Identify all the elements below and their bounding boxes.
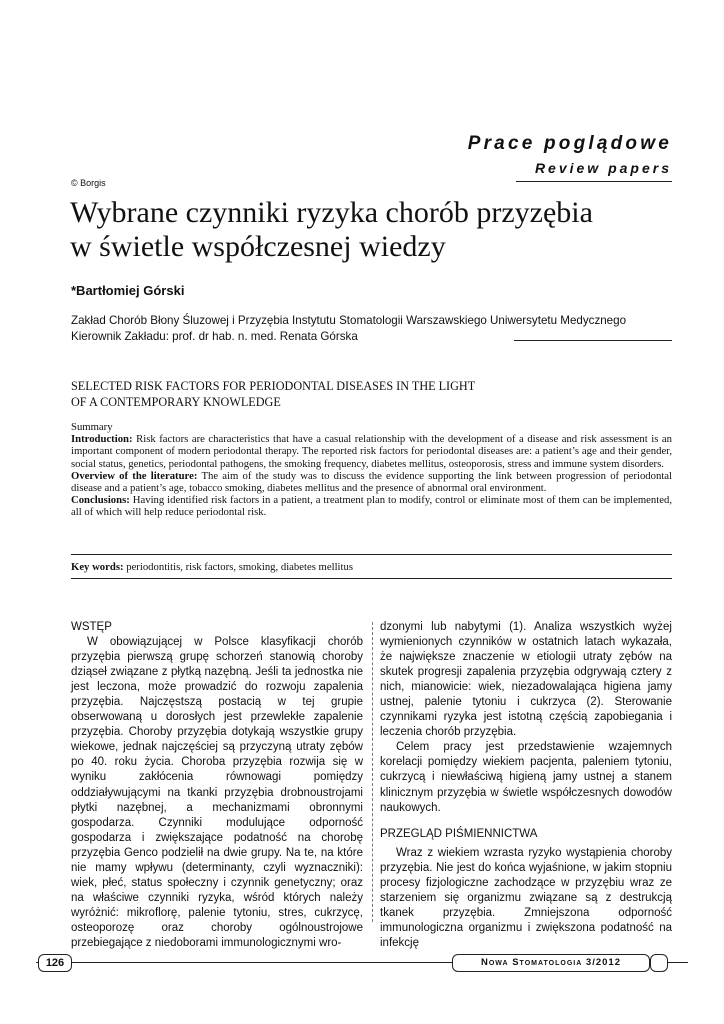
column-divider (372, 622, 373, 922)
introduction-label: Introduction: (71, 433, 133, 446)
summary-block (71, 421, 672, 519)
footer-end-box (650, 954, 668, 972)
english-title-line-1: SELECTED RISK FACTORS FOR PERIODONTAL DISEASES IN THE LIGHT (71, 379, 476, 393)
intro-paragraph-2: Celem pracy jest przedstawienie wzajemnych korelacji pomiędzy wiekiem pacjenta, paleniem tytoniu, cukrzycą i niewłaściwą higieną jamy ustnej a stanem klinicznym przyzębia w świetle współczesnych dowodów naukowych. (380, 741, 672, 814)
author-name: *Bartłomiej Górski (71, 283, 185, 298)
affiliation-line-2: Kierownik Zakładu: prof. dr hab. n. med. Renata Górska (71, 330, 358, 343)
keywords-text: periodontitis, risk factors, smoking, diabetes mellitus (126, 561, 353, 573)
intro-heading: WSTĘP (71, 621, 112, 633)
conclusions-text: Having identified risk factors in a patient, a treatment plan to modify, control or eliminate most of them can be implemented, all of which will help reduce periodontal risk. (71, 494, 673, 519)
review-paragraph-1: Wraz z wiekiem wzrasta ryzyko wystąpienia choroby przyzębia. Nie jest do końca wyjaśnione, w jakim stopniu procesy fizjologiczne zachodzące w przyzębiu wraz ze starzeniem się organizmu związane są z destrukcją tkanek przyzębia. Zmniejszona odporność immunologiczna organizmu i zwiększona podatność na infekcję (380, 846, 672, 949)
english-title (71, 378, 671, 410)
affiliation-line-1: Zakład Chorób Błony Śluzowej i Przyzębia Instytutu Stomatologii Warszawskiego Uniwersytetu Medycznego (71, 314, 627, 327)
introduction-text: Risk factors are characteristics that have a casual relationship with the development of a disease and risk assessment is an important component of modern periodontal therapy. The reported risk factors for periodontal diseases are: a patient’s age and their gender, social status, genetics, periodontal pathogens, the smoking frequency, diabetes mellitus, osteoporosis, stress and immune system disorders. (71, 433, 673, 470)
section-rule (516, 181, 672, 182)
summary-introduction (71, 433, 672, 470)
summary-conclusions (71, 494, 672, 518)
article-title-line-2: w świetle współczesnej wiedzy (70, 230, 446, 263)
body-column-left (71, 620, 363, 951)
section-title: Prace poglądowe (467, 133, 672, 154)
intro-paragraph-1-continued: dzonymi lub nabytymi (1). Analiza wszystkich wyżej wymienionych czynników w ostatnich latach wykazała, że największe znaczenie w etiologii utraty zębów na skutek progresji zapalenia przyzębia odgrywają cztery z nich, mianowicie: wiek, niezadowalająca higiena jamy ustnej, palenie tytoniu i cukrzyca (2). Sterowanie czynnikami ryzyka jest istotną częścią zapobiegania i leczenia chorób przyzębia. (380, 621, 672, 739)
english-title-line-2: OF A CONTEMPORARY KNOWLEDGE (71, 395, 281, 409)
summary-heading: Summary (71, 421, 113, 433)
intro-paragraph-1: W obowiązującej w Polsce klasyfikacji chorób przyzębia pierwszą grupę schorzeń stanowią choroby dziąseł związane z płytką nazębną. Jeśli ta jednostka nie jest leczona, może prowadzić do rozwoju zapalenia przyzębia. Najczęstszą postacią w tej grupie obserwowaną u dorosłych jest przewlekłe zapalenie przyzębia. Choroby przyzębia dotykają wszystkie grupy wiekowe, jednak najczęściej są przyczyną utraty zębów po 40. roku życia. Choroba przyzębia rozwija się w wyniku zakłócenia równowagi pomiędzy oddziaływującymi na tkanki przyzębia drobnoustrojami płytki nazębnej, a mechanizmami obronnymi gospodarza. Czynniki modulujące odporność gospodarza i zwiększające podatność na chorobę przyzębia Genco podzielił na dwie grupy. Na te, na które nie mamy wpływu (determinanty, czyli wyznaczniki): wiek, płeć, status społeczny i czynnik genetyczny; oraz na właściwe czynniki ryzyka, wśród których należy wyróżnić: mikroflorę, palenie tytoniu, stres, cukrzycę, osteoporozę oraz choroby ogólnoustrojowe przebiegające z niedoborami immunologicznymi wro- (71, 636, 363, 949)
review-heading: PRZEGLĄD PIŚMIENNICTWA (380, 827, 538, 840)
affiliation-rule (514, 340, 672, 341)
summary-overview (71, 470, 672, 494)
overview-text: The aim of the study was to discuss the evidence supporting the link between progression of periodontal disease and a patient’s age, tobacco smoking, diabetes mellitus and the presence of abnormal oral environment. (71, 469, 672, 495)
keywords-rule (71, 578, 672, 579)
copyright-notice: © Borgis (71, 178, 106, 188)
keywords (71, 561, 353, 573)
journal-name: Nowa Stomatologia 3/2012 (452, 954, 650, 972)
overview-label: Overview of the literature: (71, 469, 198, 482)
summary-rule (71, 554, 672, 555)
article-title-line-1: Wybrane czynniki ryzyka chorób przyzębia (70, 196, 593, 229)
article-title (70, 196, 670, 264)
keywords-label: Key words: (71, 561, 124, 573)
body-column-right (380, 620, 672, 951)
page-number: 126 (38, 954, 72, 972)
section-subtitle: Review papers (534, 160, 672, 176)
conclusions-label: Conclusions: (71, 494, 130, 507)
